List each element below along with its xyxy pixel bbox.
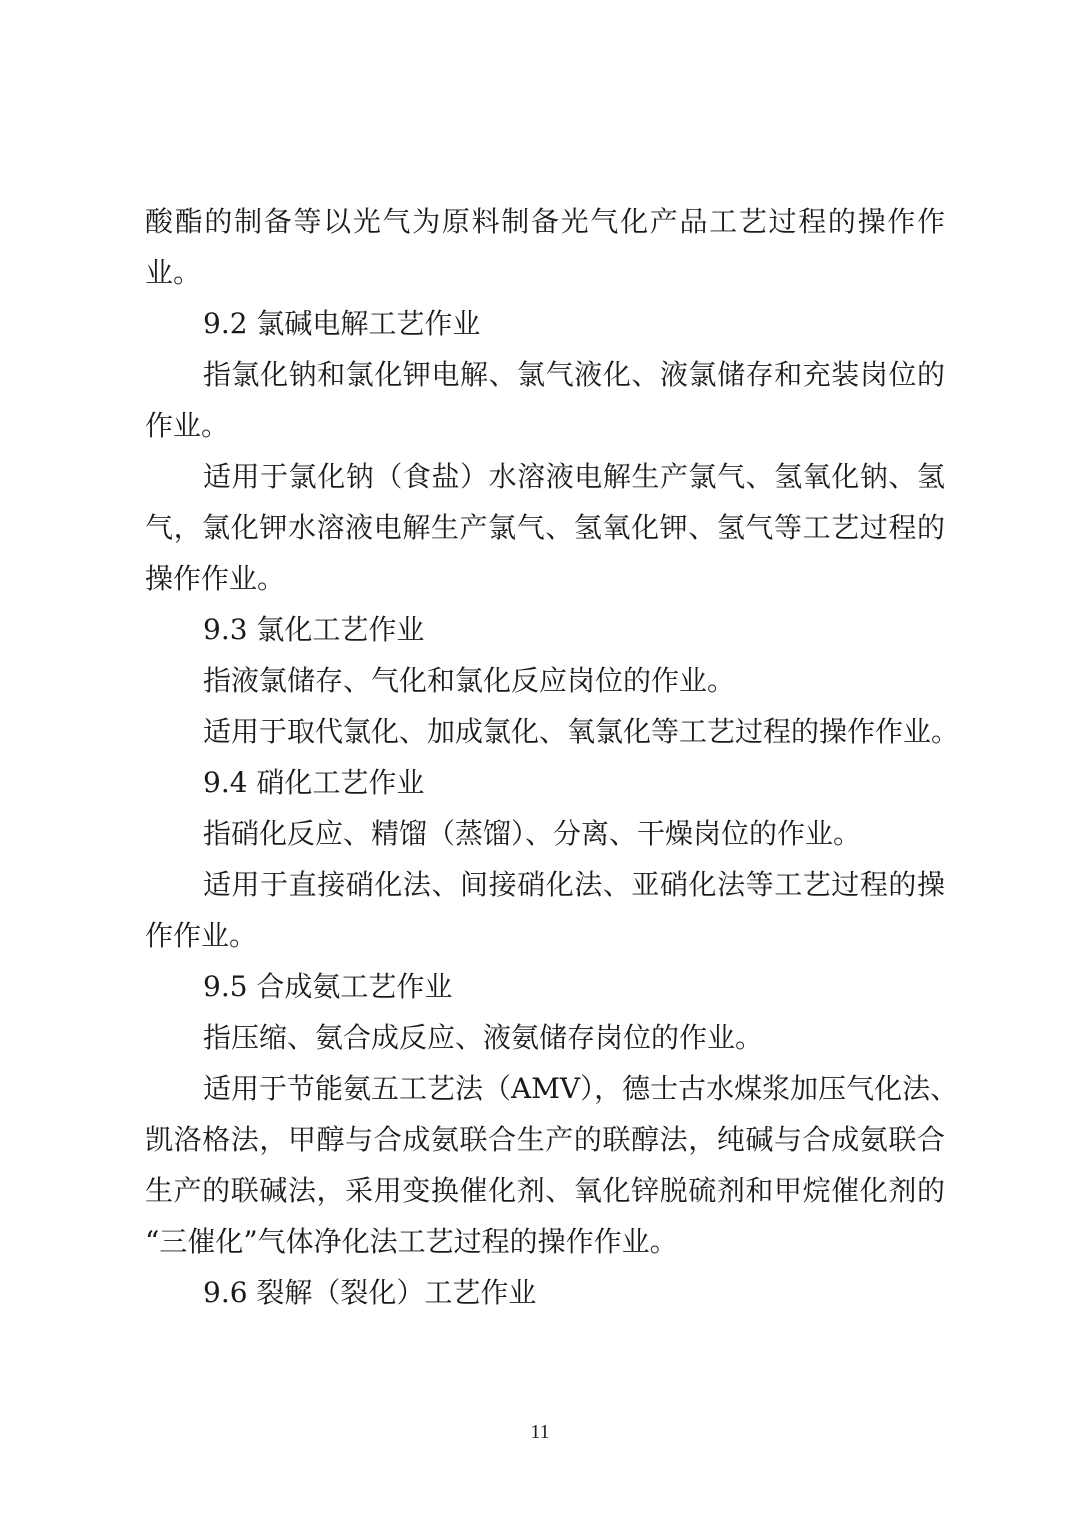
paragraph-line: 操作作业。: [145, 562, 286, 595]
paragraph-line: 适用于氯化钠（食盐）水溶液电解生产氯气、氢氧化钠、氢: [203, 460, 945, 493]
section-heading-9-3: 9.3 氯化工艺作业: [203, 613, 425, 646]
paragraph-line: 业。: [145, 256, 202, 289]
paragraph-line: 凯洛格法，甲醇与合成氨联合生产的联醇法，纯碱与合成氨联合: [145, 1123, 945, 1156]
paragraph-line: 指硝化反应、精馏（蒸馏）、分离、干燥岗位的作业。: [203, 817, 862, 850]
page-number: 11: [530, 1421, 550, 1443]
section-heading-9-6: 9.6 裂解（裂化）工艺作业: [203, 1276, 537, 1309]
paragraph-line: 指氯化钠和氯化钾电解、氯气液化、液氯储存和充装岗位的: [203, 358, 945, 391]
paragraph-line: 适用于直接硝化法、间接硝化法、亚硝化法等工艺过程的操: [203, 868, 945, 901]
paragraph-line: 气，氯化钾水溶液电解生产氯气、氢氧化钾、氢气等工艺过程的: [145, 511, 945, 544]
paragraph-line: 生产的联碱法，采用变换催化剂、氧化锌脱硫剂和甲烷催化剂的: [145, 1174, 945, 1207]
section-heading-9-5: 9.5 合成氨工艺作业: [203, 970, 453, 1003]
paragraph-line: 适用于取代氯化、加成氯化、氧氯化等工艺过程的操作作业。: [203, 715, 960, 748]
paragraph-line: “三催化”气体净化法工艺过程的操作作业。: [145, 1225, 678, 1258]
section-heading-9-2: 9.2 氯碱电解工艺作业: [203, 307, 481, 340]
body-text: [145, 196, 960, 1318]
section-heading-9-4: 9.4 硝化工艺作业: [203, 766, 425, 799]
paragraph-line: 酸酯的制备等以光气为原料制备光气化产品工艺过程的操作作: [145, 205, 945, 238]
paragraph-line: 适用于节能氨五工艺法（AMV），德士古水煤浆加压气化法、: [203, 1072, 959, 1105]
paragraph-line: 作作业。: [145, 919, 258, 952]
paragraph-line: 指液氯储存、气化和氯化反应岗位的作业。: [203, 664, 736, 697]
paragraph-line: 指压缩、氨合成反应、液氨储存岗位的作业。: [203, 1021, 764, 1054]
paragraph-line: 作业。: [145, 409, 230, 442]
